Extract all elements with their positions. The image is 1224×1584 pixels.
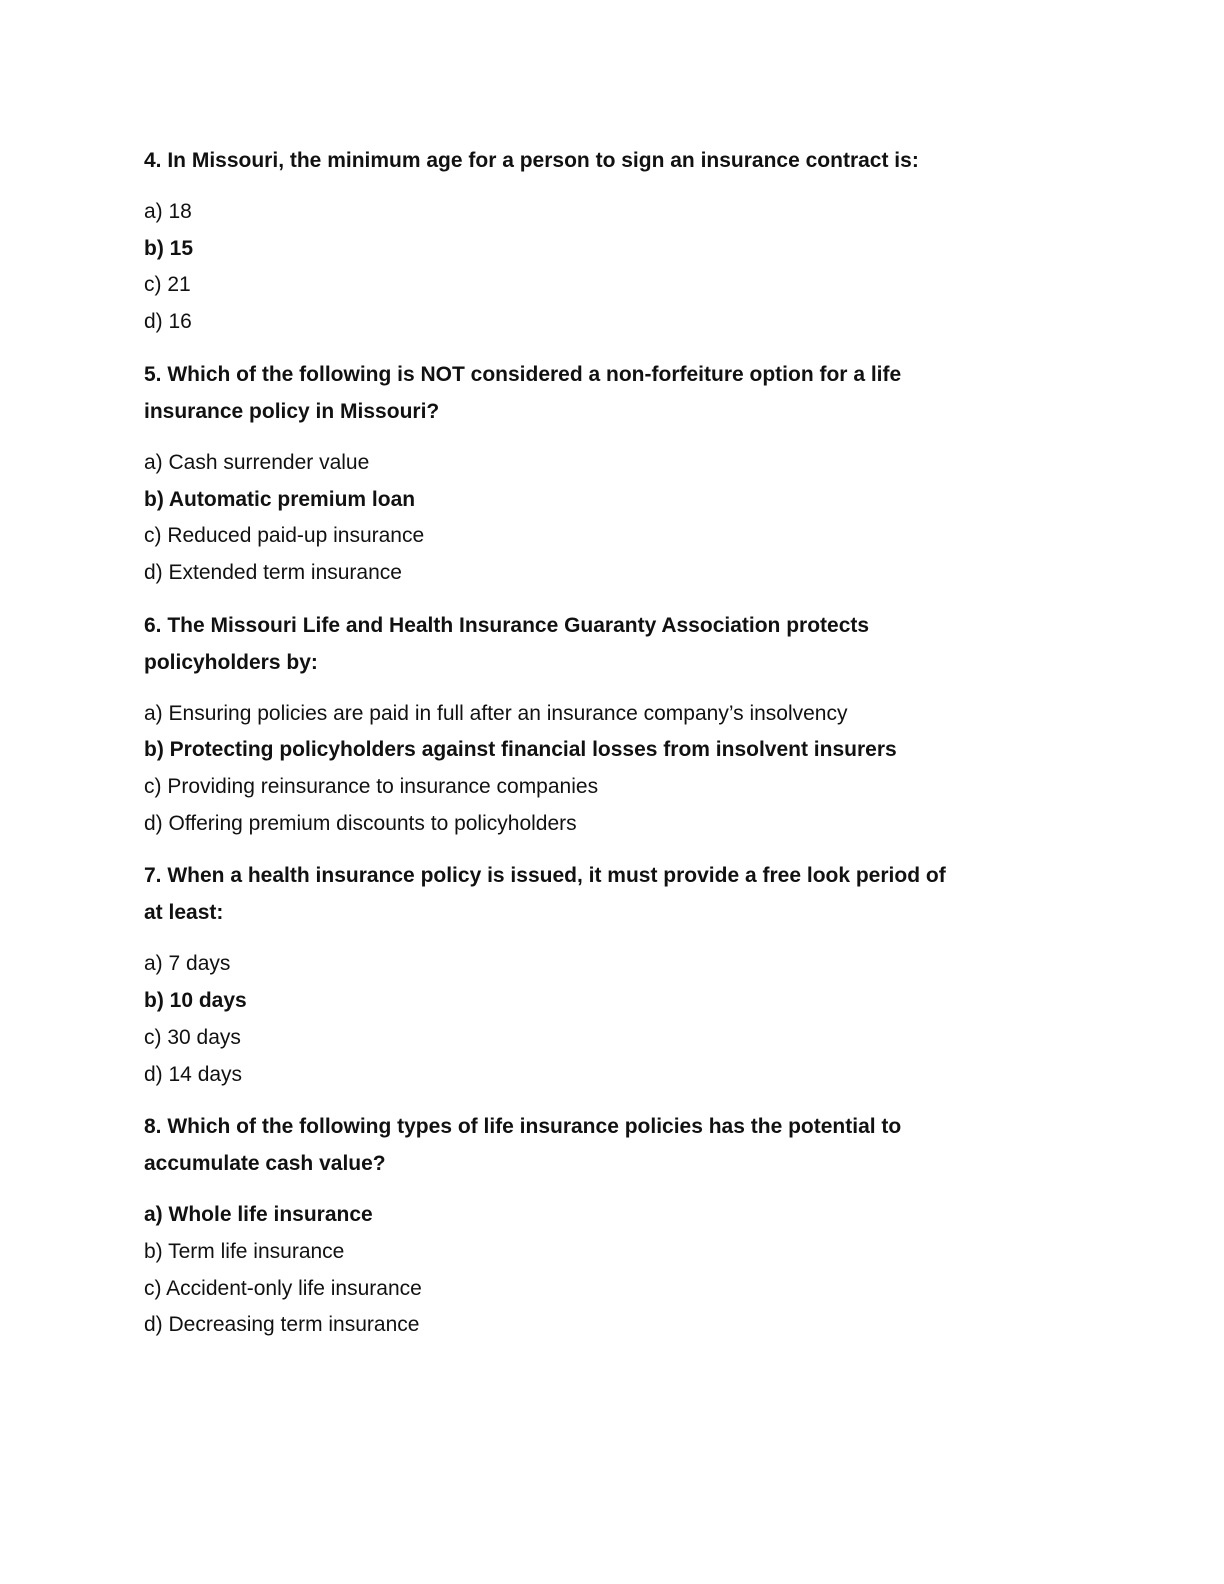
answer-option: a) Ensuring policies are paid in full after an insurance company’s insolvency [144, 701, 848, 725]
question-text [144, 857, 1104, 931]
question-text [144, 356, 1104, 430]
answer-option: c) Accident-only life insurance [144, 1276, 422, 1300]
correct-answer-option: b) Protecting policyholders against financial losses from insolvent insurers [144, 738, 897, 762]
question-text [144, 1108, 1104, 1182]
answer-list [144, 445, 1104, 592]
question-line: policyholders by: [144, 650, 318, 674]
question-line: 6. The Missouri Life and Health Insurance Guaranty Association protects [144, 613, 870, 637]
answer-option: a) Cash surrender value [144, 450, 370, 474]
answer-list [144, 1197, 1104, 1344]
question-line: insurance policy in Missouri? [144, 399, 440, 423]
correct-answer-option: b) 10 days [144, 989, 247, 1013]
answer-option: b) Term life insurance [144, 1239, 345, 1263]
correct-answer-option: b) 15 [144, 236, 194, 260]
question-block [144, 142, 1104, 341]
answer-option: d) Offering premium discounts to policyholders [144, 811, 577, 835]
question-block [144, 857, 1104, 1093]
correct-answer-option: b) Automatic premium loan [144, 487, 416, 511]
answer-option: c) Reduced paid-up insurance [144, 524, 425, 548]
document-page [144, 142, 1104, 1359]
answer-option: a) 18 [144, 200, 192, 223]
answer-list [144, 696, 1104, 843]
answer-list [144, 946, 1104, 1093]
answer-option: a) 7 days [144, 952, 231, 976]
question-text [144, 142, 1104, 179]
answer-option: c) Providing reinsurance to insurance companies [144, 775, 599, 799]
answer-option: d) Decreasing term insurance [144, 1313, 420, 1337]
question-block [144, 1108, 1104, 1344]
answer-option: c) 30 days [144, 1025, 241, 1049]
answer-option: d) 14 days [144, 1062, 243, 1086]
question-block [144, 607, 1104, 843]
question-block [144, 356, 1104, 592]
correct-answer-option: a) Whole life insurance [144, 1203, 373, 1227]
question-line: accumulate cash value? [144, 1152, 386, 1176]
answer-option: c) 21 [144, 273, 191, 297]
question-text [144, 607, 1104, 681]
question-line: at least: [144, 901, 224, 925]
question-line: 8. Which of the following types of life insurance policies has the potential to [144, 1115, 902, 1139]
question-line: 5. Which of the following is NOT considered a non-forfeiture option for a life [144, 362, 902, 386]
question-line: 7. When a health insurance policy is issued, it must provide a free look period of [144, 864, 946, 888]
question-line: 4. In Missouri, the minimum age for a person to sign an insurance contract is: [144, 149, 919, 172]
answer-list [144, 194, 1104, 341]
answer-option: d) Extended term insurance [144, 560, 402, 584]
answer-option: d) 16 [144, 310, 192, 334]
